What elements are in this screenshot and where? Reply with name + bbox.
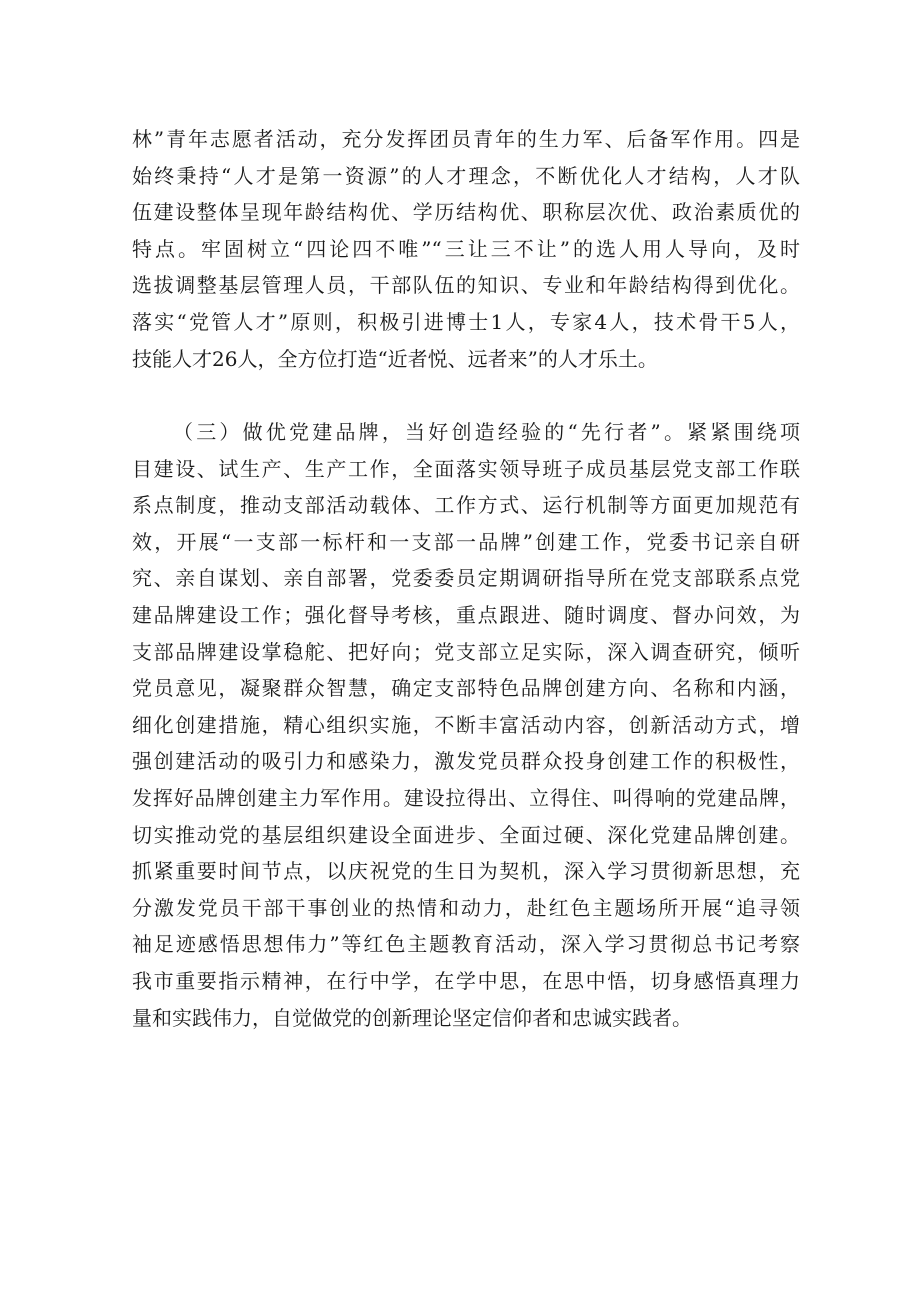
section-heading-line: （三）做优党建品牌，当好创造经验的“先行者”。紧紧围绕项 (173, 420, 800, 444)
paragraph-line: 技能人才26人，全方位打造“近者悦、远者来”的人才乐土。 (132, 346, 658, 371)
paragraph-line: 林”青年志愿者活动，充分发挥团员青年的生力军、后备军作用。四是 (132, 127, 800, 151)
paragraph-party-brand (132, 414, 800, 1036)
paragraph-line: 支部品牌建设掌稳舵、把好向；党支部立足实际，深入调查研究，倾听 (132, 639, 800, 664)
paragraph-talent (132, 121, 800, 377)
paragraph-line: 发挥好品牌创建主力军作用。建设拉得出、立得住、叫得响的党建品牌， (132, 785, 800, 810)
paragraph-line: 选拔调整基层管理人员，干部队伍的知识、专业和年龄结构得到优化。 (132, 273, 800, 298)
paragraph-line: 细化创建措施，精心组织实施，不断丰富活动内容，创新活动方式，增 (132, 712, 800, 737)
paragraph-line: 党员意见，凝聚群众智慧，确定支部特色品牌创建方向、名称和内涵， (132, 676, 800, 701)
paragraph-line: 特点。牢固树立“四论四不唯”“三让三不让”的选人用人导向，及时 (132, 236, 800, 261)
paragraph-line: 抓紧重要时间节点，以庆祝党的生日为契机，深入学习贯彻新思想，充 (132, 859, 800, 884)
paragraph-line: 究、亲自谋划、亲自部署，党委委员定期调研指导所在党支部联系点党 (132, 566, 800, 591)
paragraph-line: 我市重要指示精神，在行中学，在学中思，在思中悟，切身感悟真理力 (132, 968, 800, 993)
paragraph-line: 落实“党管人才”原则，积极引进博士1人，专家4人，技术骨干5人， (132, 309, 800, 334)
paragraph-line: 强创建活动的吸引力和感染力，激发党员群众投身创建工作的积极性， (132, 749, 800, 774)
paragraph-line: 建品牌建设工作；强化督导考核，重点跟进、随时调度、督办问效，为 (132, 602, 800, 627)
paragraph-line: 分激发党员干部干事创业的热情和动力，赴红色主题场所开展“追寻领 (132, 895, 800, 920)
paragraph-line: 始终秉持“人才是第一资源”的人才理念，不断优化人才结构，人才队 (132, 163, 800, 188)
paragraph-line: 量和实践伟力，自觉做党的创新理论坚定信仰者和忠诚实践者。 (132, 1005, 692, 1030)
paragraph-line: 袖足迹感悟思想伟力”等红色主题教育活动，深入学习贯彻总书记考察 (132, 932, 800, 957)
paragraph-line: 效，开展“一支部一标杆和一支部一品牌”创建工作，党委书记亲自研 (132, 529, 800, 554)
paragraph-line: 系点制度，推动支部活动载体、工作方式、运行机制等方面更加规范有 (132, 493, 800, 518)
paragraph-line: 目建设、试生产、生产工作，全面落实领导班子成员基层党支部工作联 (132, 456, 800, 481)
paragraph-line: 伍建设整体呈现年龄结构优、学历结构优、职称层次优、政治素质优的 (132, 200, 800, 225)
paragraph-line: 切实推动党的基层组织建设全面进步、全面过硬、深化党建品牌创建。 (132, 822, 800, 847)
